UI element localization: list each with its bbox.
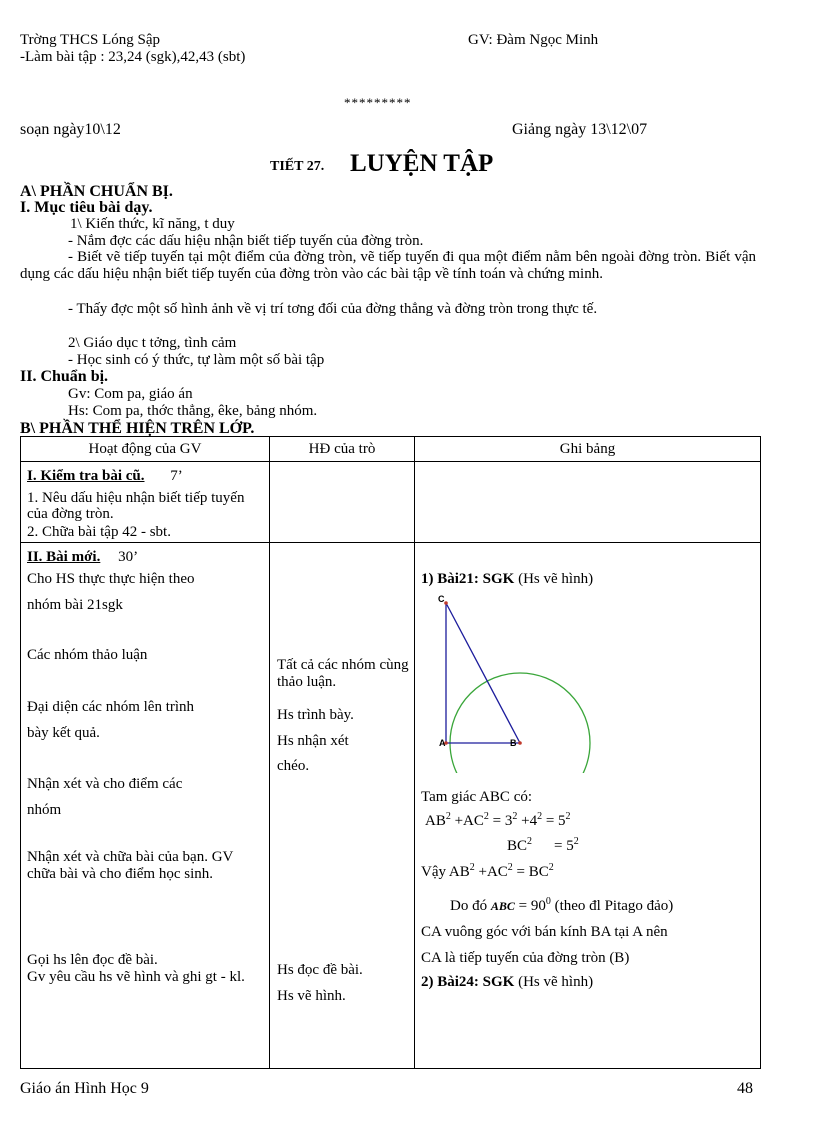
section-b-heading: B\ PHẦN THỂ HIỆN TRÊN LỚP. — [20, 420, 255, 437]
eq3-bc-exp: 2 — [548, 862, 554, 873]
new-lesson-student-cell — [270, 543, 415, 1069]
eq3-ac-exp: 2 — [507, 862, 513, 873]
angle-degree: 0 — [545, 896, 551, 907]
angle-conclusion — [450, 898, 673, 915]
conclusion-line-1: CA vuông góc với bán kính BA tại A nên — [421, 924, 668, 940]
point-b — [518, 741, 522, 745]
exercise-24-title: 2) Bài24: SGK — [421, 974, 515, 990]
separator-stars: ********* — [344, 95, 412, 110]
footer-book-title: Giáo án Hình Học 9 — [20, 1080, 149, 1097]
conclusion-line-2: CA là tiếp tuyến của đờng tròn (B) — [421, 950, 630, 966]
eq3-ab: Vậy AB — [421, 864, 470, 880]
hs-line-4: chéo. — [277, 758, 310, 774]
hs-line-3: Hs nhận xét — [277, 733, 349, 749]
objectives-heading: I. Mục tiêu bài dạy. — [20, 199, 153, 216]
exercise-21-title: 1) Bài21: SGK — [421, 571, 515, 587]
attitude-item: - Học sinh có ý thức, tự làm một số bài tập — [68, 352, 325, 368]
eq1-four: +4 — [517, 813, 538, 829]
hs-line-6: Hs vẽ hình. — [277, 988, 346, 1004]
school-name: Trờng THCS Lóng Sập — [20, 32, 161, 48]
angle-note: (theo đl Pitago đảo) — [550, 898, 674, 914]
eq2-five: = 5 — [554, 838, 574, 854]
teacher-name: GV: Đàm Ngọc Minh — [468, 32, 599, 48]
circle-b — [450, 673, 590, 773]
gv-line-7: nhóm — [27, 802, 62, 818]
equation-1 — [425, 813, 571, 830]
eq1-three-exp: 2 — [512, 811, 518, 822]
attitude-heading: 2\ Giáo dục t tởng, tình cảm — [68, 335, 237, 351]
gv-line-10: Gv yêu cầu hs vẽ hình và ghi gt - kl. — [27, 969, 245, 985]
eq1-five-exp: 2 — [565, 811, 571, 822]
angle-value: = 90 — [514, 898, 546, 914]
eq1-three: = 3 — [488, 813, 513, 829]
new-lesson-time: 30’ — [118, 549, 139, 565]
new-lesson-title: II. Bài mới. — [27, 549, 101, 565]
header-board-notes: Ghi bảng — [415, 437, 761, 462]
table-header-row — [21, 437, 761, 462]
angle-prefix: Do đó — [450, 898, 491, 914]
review-board-cell — [415, 462, 761, 543]
review-title: I. Kiểm tra bài cũ. — [27, 468, 145, 484]
eq1-ac: +AC — [450, 813, 484, 829]
header-teacher-activity: Hoạt động của GV — [21, 437, 270, 462]
teach-date: Giảng ngày 13\12\07 — [512, 121, 648, 138]
gv-line-5: bày kết quả. — [27, 725, 100, 741]
eq3-ac: +AC — [474, 864, 508, 880]
objective-bullet-1: - Nắm đợc các dấu hiệu nhận biết tiếp tuyến của đờng tròn. — [68, 233, 424, 249]
exercise-21-note: (Hs vẽ hình) — [514, 571, 594, 587]
knowledge-heading: 1\ Kiến thức, kĩ năng, t duy — [70, 216, 235, 232]
eq1-five: = 5 — [542, 813, 566, 829]
gv-line-2: nhóm bài 21sgk — [27, 597, 123, 613]
eq1-ab: AB — [425, 813, 446, 829]
lesson-title: LUYỆN TẬP — [350, 150, 494, 177]
gv-line-1: Cho HS thực thực hiện theo — [27, 571, 195, 587]
gv-line-4: Đại diện các nhóm lên trình — [27, 699, 195, 715]
eq3-bc: = BC — [512, 864, 549, 880]
hs-line-1: Tất cả các nhóm cùng thảo luận. — [277, 657, 409, 690]
header-student-activity: HĐ của trò — [270, 437, 415, 462]
review-time: 7’ — [170, 468, 183, 484]
hs-line-2: Hs trình bày. — [277, 707, 354, 723]
eq1-ac-exp: 2 — [483, 811, 489, 822]
new-lesson-teacher-cell — [21, 543, 270, 1069]
homework-line: -Làm bài tập : 23,24 (sgk),42,43 (sbt) — [20, 49, 246, 65]
review-question-1: 1. Nêu dấu hiệu nhận biết tiếp tuyến của đờng tròn. — [27, 490, 245, 522]
section-a-heading: A\ PHẦN CHUẨN BỊ. — [20, 183, 173, 200]
gv-line-6: Nhận xét và cho điểm các — [27, 776, 183, 792]
eq1-ab-exp: 2 — [445, 811, 451, 822]
label-b: B — [510, 738, 517, 748]
gv-line-3: Các nhóm thảo luận — [27, 647, 148, 663]
preparation-heading: II. Chuẩn bị. — [20, 368, 109, 385]
eq2-bc: BC — [507, 838, 528, 854]
exercise-24-heading — [421, 974, 593, 991]
gv-line-8: Nhận xét và chữa bài của bạn. GV chữa bài và cho điểm học sinh. — [27, 849, 234, 882]
table-row-new-lesson — [21, 543, 761, 1069]
label-a: A — [439, 738, 446, 748]
objective-bullet-2: - Biết vẽ tiếp tuyến tại một điểm của đờng tròn, vẽ tiếp tuyến đi qua một điểm nằm bên ngoài đờng tròn. Biết vận dụng các dấu hiệu nhận biết tiếp tuyến của đờng tròn vào các bài tập về tính toán và chứng minh. — [20, 249, 756, 282]
triangle-intro: Tam giác ABC có: — [421, 789, 533, 805]
prep-date: soạn ngày10\12 — [20, 121, 121, 138]
review-student-cell — [270, 462, 415, 543]
angle-abc: ABC — [490, 899, 515, 913]
student-materials: Hs: Com pa, thớc thẳng, êke, bảng nhóm. — [68, 403, 318, 419]
table-row-review — [21, 462, 761, 543]
eq3-ab-exp: 2 — [469, 862, 475, 873]
lesson-number: TIẾT 27. — [270, 159, 325, 174]
footer-page-number: 48 — [737, 1080, 753, 1097]
eq1-four-exp: 2 — [537, 811, 543, 822]
eq2-five-exp: 2 — [573, 836, 579, 847]
segment-cb — [446, 603, 520, 743]
label-c: C — [438, 594, 445, 604]
exercise-21-heading — [421, 571, 593, 588]
gv-line-9: Gọi hs lên đọc đề bài. — [27, 952, 158, 968]
review-teacher-cell — [21, 462, 270, 543]
teacher-materials: Gv: Com pa, giáo án — [68, 386, 193, 402]
eq2-bc-exp: 2 — [527, 836, 533, 847]
hs-line-5: Hs đọc đề bài. — [277, 962, 363, 978]
new-lesson-board-cell — [415, 543, 761, 1069]
lesson-table — [20, 436, 761, 1069]
equation-3 — [421, 864, 554, 881]
objective-bullet-3: - Thấy đợc một số hình ảnh về vị trí tơng đối của đờng thẳng và đờng tròn trong thực tế. — [68, 301, 598, 317]
equation-2 — [507, 838, 579, 855]
exercise-24-note: (Hs vẽ hình) — [514, 974, 594, 990]
review-question-2: 2. Chữa bài tập 42 - sbt. — [27, 524, 171, 540]
